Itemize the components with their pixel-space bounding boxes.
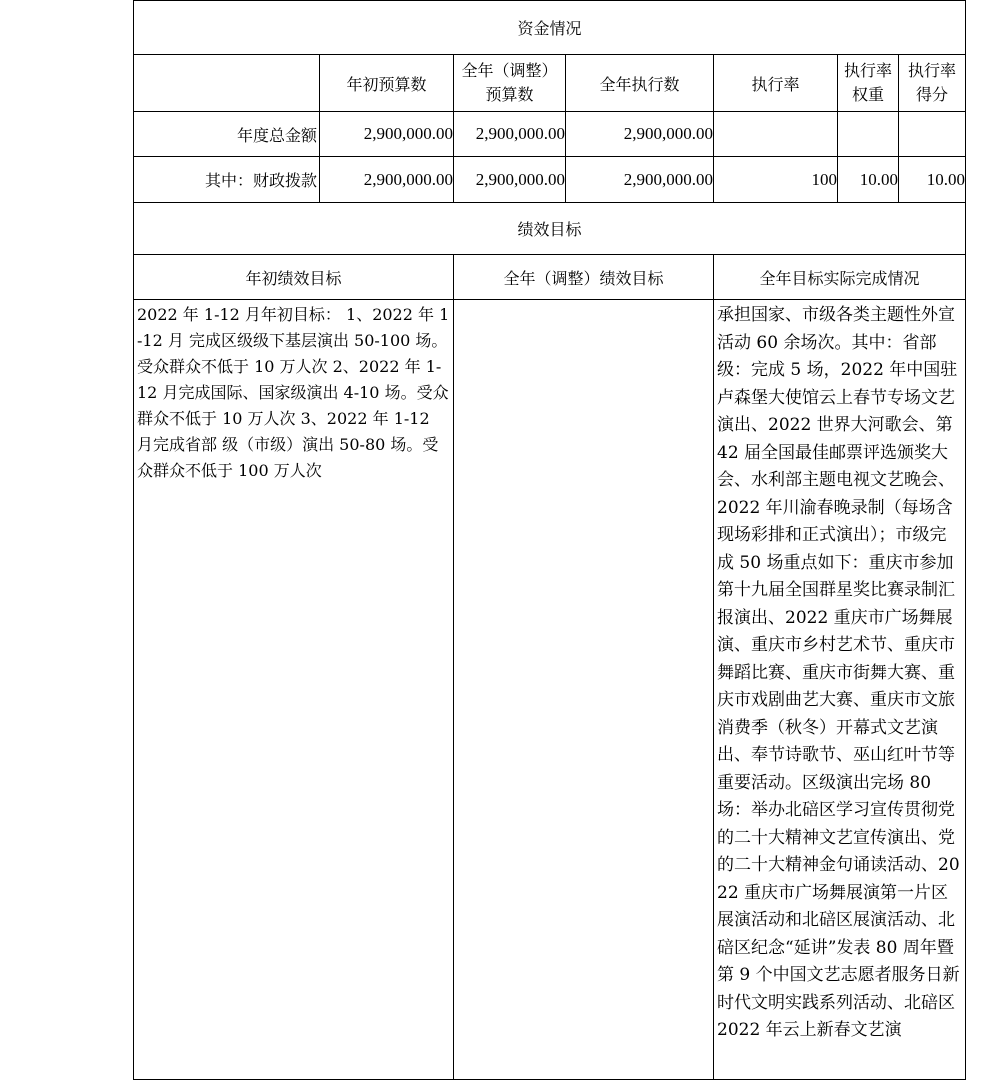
cell-initial-budget: 2,900,000.00 bbox=[320, 157, 454, 203]
funds-row-fiscal bbox=[134, 157, 966, 203]
header-initial-goal: 年初绩效目标 bbox=[134, 255, 454, 300]
funds-header-empty bbox=[134, 55, 320, 112]
header-adjusted-budget: 全年（调整）预算数 bbox=[454, 55, 566, 112]
cell-adjusted-budget: 2,900,000.00 bbox=[454, 112, 566, 157]
header-rate-weight: 执行率权重 bbox=[838, 55, 899, 112]
goals-section-title: 绩效目标 bbox=[134, 203, 966, 255]
goals-header-row bbox=[134, 255, 966, 300]
funds-row-total bbox=[134, 112, 966, 157]
row-label: 其中：财政拨款 bbox=[134, 157, 320, 203]
cell-rate-score bbox=[899, 112, 966, 157]
cell-rate-weight: 10.00 bbox=[838, 157, 899, 203]
funds-header-row bbox=[134, 55, 966, 112]
header-initial-budget: 年初预算数 bbox=[320, 55, 454, 112]
header-annual-execution: 全年执行数 bbox=[566, 55, 714, 112]
row-label: 年度总金额 bbox=[134, 112, 320, 157]
header-execution-rate: 执行率 bbox=[714, 55, 838, 112]
initial-goal-text: 2022 年 1-12 月年初目标： 1、2022 年 1-12 月 完成区级级下基层演出 50-100 场。 受众群众不低于 10 万人次 2、2022 年 1-12 月完成国际、国家级演出 4-10 场。受众群众不低于 10 万人次 3、2022 年 1-12 月完成省部 级（市级）演出 50-80 场。受众群众不低于 100 万人次 bbox=[134, 300, 454, 1080]
cell-annual-execution: 2,900,000.00 bbox=[566, 157, 714, 203]
funds-section-title: 资金情况 bbox=[134, 1, 966, 55]
cell-rate-score: 10.00 bbox=[899, 157, 966, 203]
actual-completion-text: 承担国家、市级各类主题性外宣活动 60 余场次。其中：省部级：完成 5 场，2022 年中国驻卢森堡大使馆云上春节专场文艺演出、2022 世界大河歌会、第 42 届全国最佳邮票评选颁奖大会、水利部主题电视文艺晚会、2022 年川渝春晚录制（每场含现场彩排和正式演出）；市级完成 50 场重点如下：重庆市参加第十九届全国群星奖比赛录制汇报演出、2022 重庆市广场舞展演、重庆市乡村艺术节、重庆市舞蹈比赛、重庆市街舞大赛、重庆市戏剧曲艺大赛、重庆市文旅消费季（秋冬）开幕式文艺演出、奉节诗歌节、巫山红叶节等重要活动。区级演出完场 80 场：举办北碚区学习宣传贯彻党的二十大精神文艺宣传演出、党的二十大精神金句诵读活动、2022 重庆市广场舞展演第一片区展演活动和北碚区展演活动、北碚区纪念“延讲”发表 80 周年暨第 9 个中国文艺志愿者服务日新时代文明实践系列活动、北碚区 2022 年云上新春文艺演 bbox=[714, 300, 966, 1080]
goals-content-row bbox=[134, 300, 966, 1080]
cell-execution-rate: 100 bbox=[714, 157, 838, 203]
cell-rate-weight bbox=[838, 112, 899, 157]
cell-adjusted-budget: 2,900,000.00 bbox=[454, 157, 566, 203]
header-adjusted-goal: 全年（调整）绩效目标 bbox=[454, 255, 714, 300]
header-rate-score: 执行率得分 bbox=[899, 55, 966, 112]
cell-annual-execution: 2,900,000.00 bbox=[566, 112, 714, 157]
header-actual-completion: 全年目标实际完成情况 bbox=[714, 255, 966, 300]
adjusted-goal-text bbox=[454, 300, 714, 1080]
cell-initial-budget: 2,900,000.00 bbox=[320, 112, 454, 157]
cell-execution-rate bbox=[714, 112, 838, 157]
performance-table bbox=[133, 0, 966, 1080]
